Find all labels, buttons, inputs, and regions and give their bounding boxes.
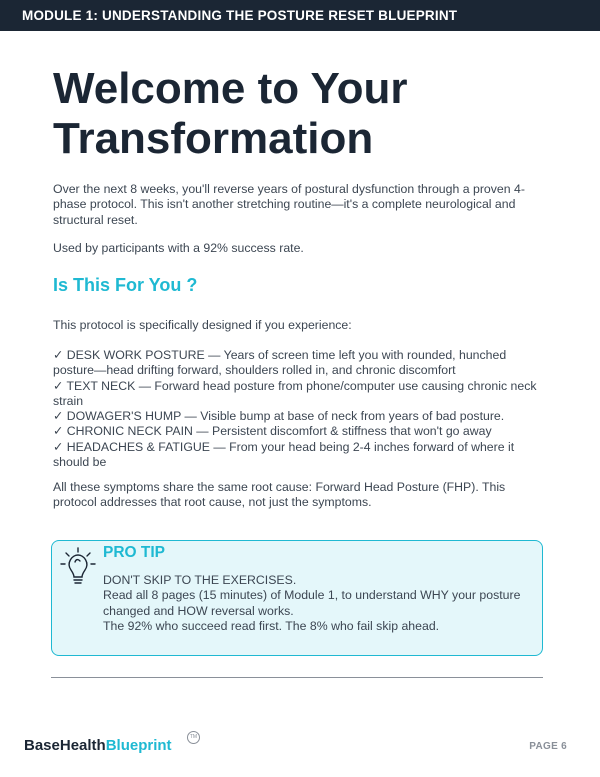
pro-tip-line-3: The 92% who succeed read first. The 8% who fail skip ahead. (103, 618, 440, 633)
pro-tip-line-1: DON'T SKIP TO THE EXERCISES. (103, 573, 297, 587)
checklist-item-headaches: ✓ HEADACHES & FATIGUE — From your head being 2-4 inches forward of where it should be (53, 439, 515, 470)
checklist-item-desk-work: ✓ DESK WORK POSTURE — Years of screen time left you with rounded, hunched posture—head drifting forward, shoulders rolled in, and chronic discomfort (53, 348, 507, 378)
success-rate-text: Used by participants with a 92% success rate. (53, 241, 304, 255)
page-number: PAGE 6 (529, 741, 567, 752)
closing-paragraph: All these symptoms share the same root cause: Forward Head Posture (FHP). This protocol addresses that root cause, not just the symptoms. (53, 480, 506, 510)
intro-paragraph: Over the next 8 weeks, you'll reverse years of postural dysfunction through a proven 4-phase protocol. This isn't another stretching routine—it's a complete neurological and structural reset. (53, 182, 525, 227)
brand-name-part-1: BaseHealth (24, 737, 106, 754)
brand-logo (24, 734, 198, 754)
pro-tip-title: PRO TIP (103, 544, 166, 561)
module-title: MODULE 1: UNDERSTANDING THE POSTURE RESET BLUEPRINT (22, 8, 458, 23)
page-title-line-1: Welcome to Your (53, 64, 408, 113)
pro-tip-callout (51, 540, 543, 656)
checklist-item-dowagers-hump: ✓ DOWAGER'S HUMP — Visible bump at base of neck from years of bad posture. (53, 409, 505, 424)
checklist-item-neck-pain: ✓ CHRONIC NECK PAIN — Persistent discomfort & stiffness that won't go away (53, 424, 492, 439)
section-heading: Is This For You ? (53, 275, 198, 295)
lightbulb-icon (60, 546, 96, 590)
checklist-item-text-neck: ✓ TEXT NECK — Forward head posture from phone/computer use causing chronic neck strain (53, 378, 537, 408)
footer-divider (51, 677, 543, 678)
section-intro: This protocol is specifically designed if you experience: (53, 318, 352, 332)
brand-name-part-2: Blueprint (105, 737, 172, 754)
symptom-checklist (53, 348, 548, 470)
pro-tip-line-2: Read all 8 pages (15 minutes) of Module 1, to understand WHY your posture changed and HOW reversal works. (103, 588, 521, 618)
pro-tip-body (103, 573, 523, 634)
page-title-line-2: Transformation (53, 114, 374, 163)
page-title (53, 64, 553, 164)
module-header-bar (0, 0, 600, 31)
trademark-badge: TM (187, 731, 200, 744)
